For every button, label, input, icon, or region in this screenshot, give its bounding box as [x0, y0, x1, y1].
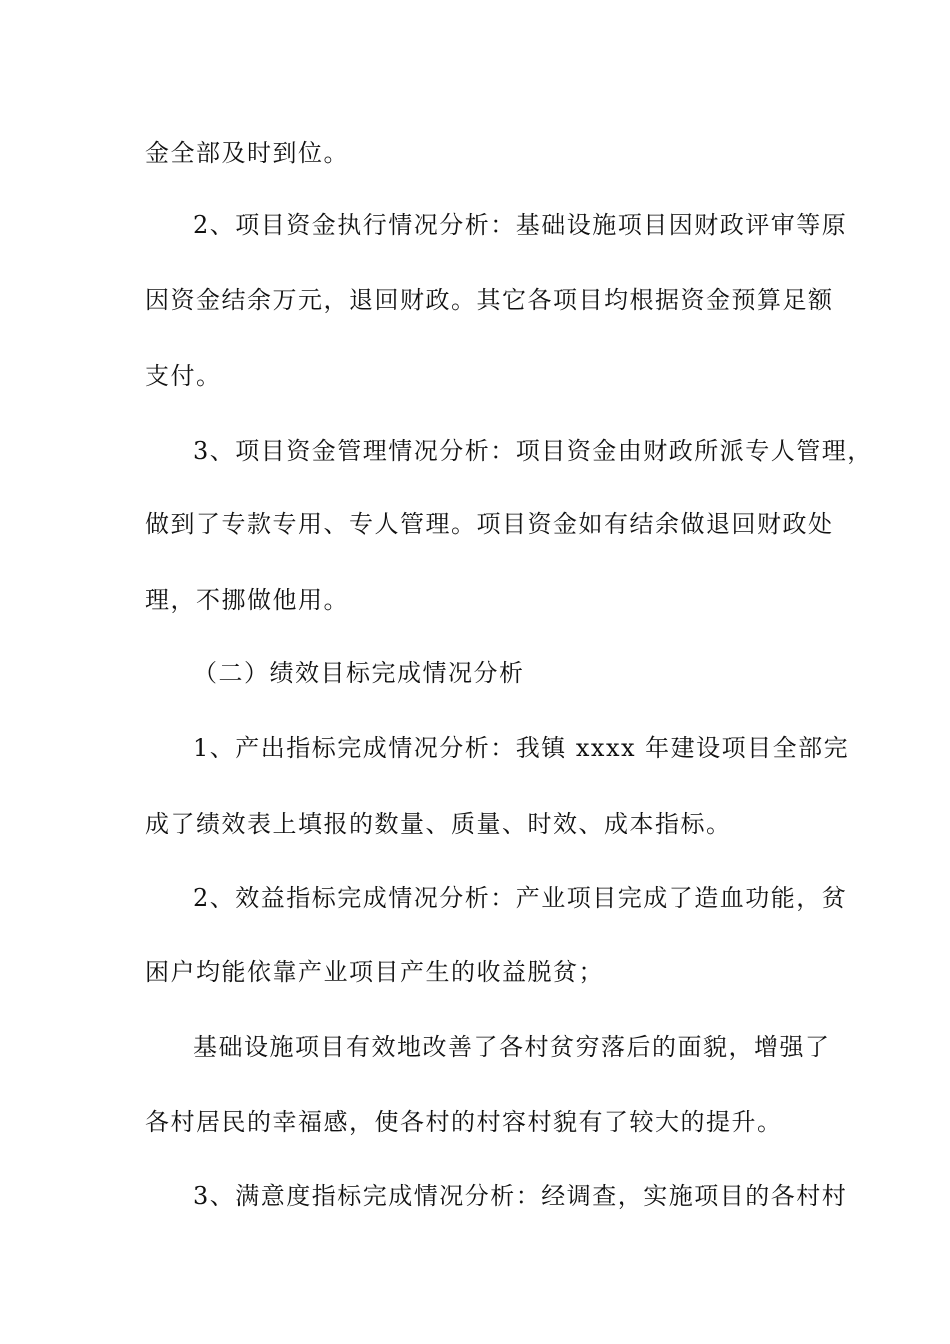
paragraph-line: 3、项目资金管理情况分析：项目资金由财政所派专人管理，: [193, 437, 873, 465]
paragraph-line: 成了绩效表上填报的数量、质量、时效、成本指标。: [145, 810, 732, 838]
paragraph-line: 金全部及时到位。: [145, 139, 349, 167]
paragraph-line: 支付。: [145, 362, 222, 390]
paragraph-line: 基础设施项目有效地改善了各村贫穷落后的面貌，增强了: [193, 1033, 831, 1061]
paragraph-line: 各村居民的幸福感，使各村的村容村貌有了较大的提升。: [145, 1108, 783, 1136]
paragraph-line: 3、满意度指标完成情况分析：经调查，实施项目的各村村: [193, 1182, 848, 1210]
section-heading: （二）绩效目标完成情况分析: [193, 659, 525, 687]
paragraph-line: 因资金结余万元，退回财政。其它各项目均根据资金预算足额: [145, 286, 834, 314]
paragraph-line: 理，不挪做他用。: [145, 586, 349, 614]
paragraph-line: 2、效益指标完成情况分析：产业项目完成了造血功能，贫: [193, 884, 848, 912]
paragraph-line: 困户均能依靠产业项目产生的收益脱贫；: [145, 958, 604, 986]
paragraph-line: 做到了专款专用、专人管理。项目资金如有结余做退回财政处: [145, 510, 834, 538]
paragraph-line: 1、产出指标完成情况分析：我镇 xxxx 年建设项目全部完: [193, 734, 850, 762]
paragraph-line: 2、项目资金执行情况分析：基础设施项目因财政评审等原: [193, 211, 848, 239]
